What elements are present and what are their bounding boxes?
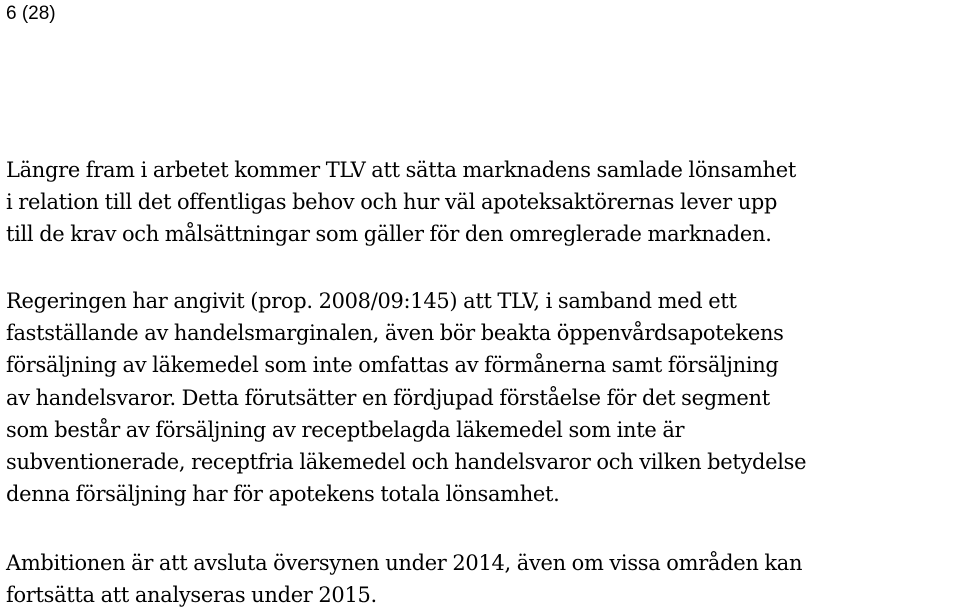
text-line: Ambitionen är att avsluta översynen under 2014, även om vissa områden kan <box>6 551 803 575</box>
text-line: denna försäljning har för apotekens totala lönsamhet. <box>6 482 560 507</box>
page-number: 6 (28) <box>6 3 56 24</box>
text-line: Regeringen har angivit (prop. 2008/09:145) att TLV, i samband med ett <box>6 289 737 313</box>
text-line: Längre fram i arbetet kommer TLV att sätta marknadens samlade lönsamhet <box>6 158 796 182</box>
paragraph-ambition <box>6 547 956 611</box>
paragraph-government-mandate <box>6 285 956 510</box>
text-line: fastställande av handelsmarginalen, även bör beakta öppenvårdsapotekens <box>6 321 784 346</box>
paragraph-tlv-profitability <box>6 154 956 251</box>
text-line: som består av försäljning av receptbelagda läkemedel som inte är <box>6 417 685 442</box>
text-line: till de krav och målsättningar som gäller för den omreglerade marknaden. <box>6 222 772 247</box>
text-line: fortsätta att analyseras under 2015. <box>6 583 377 608</box>
text-line: subventionerade, receptfria läkemedel och handelsvaror och vilken betydelse <box>6 450 807 475</box>
text-line: i relation till det offentligas behov och hur väl apoteksaktörernas lever upp <box>6 190 778 215</box>
text-line: försäljning av läkemedel som inte omfattas av förmånerna samt försäljning <box>6 353 779 378</box>
text-line: av handelsvaror. Detta förutsätter en fördjupad förståelse för det segment <box>6 385 770 410</box>
